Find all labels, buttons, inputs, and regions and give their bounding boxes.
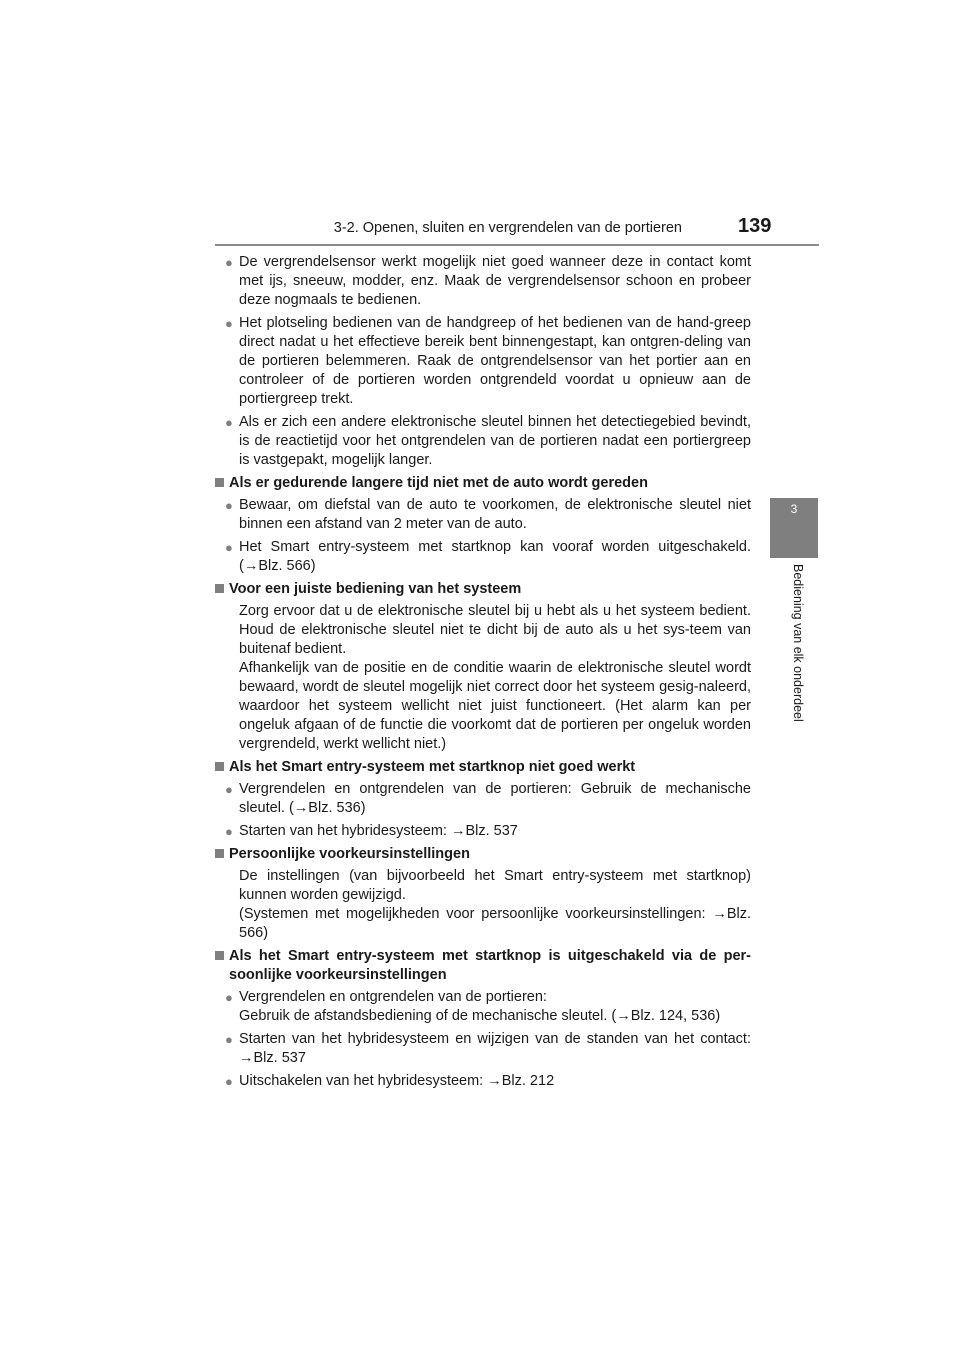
paragraph: Zorg ervoor dat u de elektronische sleutel bij u hebt als u het systeem bedient. Houd de elektronische sleutel niet te dicht bij de auto als u het sys-teem van buitenaf bedient. Afhankelijk van de positie en de conditie waarin de elektronische sleutel wordt bewaard, wordt de sleutel mogelijk niet correct door het systeem gesig-naleerd, waardoor het systeem wellicht niet juist functioneert. (Het alarm kan per ongeluk afgaan of de functie die voorkomt dat de portieren per ongeluk worden vergrendeld, werkt wellicht niet.) <box>239 603 751 752</box>
section-heading: Persoonlijke voorkeursinstellingen <box>215 845 751 864</box>
bullet-icon: ● <box>225 782 233 797</box>
bullet-icon: ● <box>225 255 233 270</box>
list-item: ● Vergrendelen en ontgrendelen van de portieren: Gebruik de afstandsbediening of de mechanische sleutel. (→Blz. 124, 536) <box>225 989 721 1024</box>
bullet-icon: ● <box>225 540 233 555</box>
list-item: ● Bewaar, om diefstal van de auto te voorkomen, de elektronische sleutel niet binnen een afstand van 2 meter van de auto. <box>225 497 751 532</box>
list-item: ● Starten van het hybridesysteem en wijzigen van de standen van het contact: →Blz. 537 <box>225 1031 751 1066</box>
bullet-icon: ● <box>225 990 233 1005</box>
paragraph: De instellingen (van bijvoorbeeld het Smart entry-systeem met startknop) kunnen worden gewijzigd. (Systemen met mogelijkheden voor persoonlijke voorkeursinstellingen: →Blz. 566) <box>239 868 751 941</box>
section-title: 3-2. Openen, sluiten en vergrendelen van de portieren <box>333 220 682 236</box>
list-item: ● Het Smart entry-systeem met startknop kan vooraf worden uitgeschakeld. (→Blz. 566) <box>225 539 751 574</box>
list-item: ● Vergrendelen en ontgrendelen van de portieren: Gebruik de mechanische sleutel. (→Blz. 536) <box>225 781 751 816</box>
square-bullet-icon <box>215 584 224 593</box>
list-item: ● Starten van het hybridesysteem: →Blz. 537 <box>225 823 518 839</box>
list-item: ● Als er zich een andere elektronische sleutel binnen het detectiegebied bevindt, is de reactietijd voor het ontgrendelen van de portieren nadat een portiergreep is vastgepakt, mogelijk langer. <box>225 414 751 468</box>
list-item: ● De vergrendelsensor werkt mogelijk niet goed wanneer deze in contact komt met ijs, sneeuw, modder, enz. Maak de vergrendelsensor schoon en probeer deze nogmaals te bedienen. <box>225 254 751 308</box>
bullet-icon: ● <box>225 316 233 331</box>
bullet-icon: ● <box>225 1032 233 1047</box>
section-heading: Als er gedurende langere tijd niet met de auto wordt gereden <box>215 474 751 493</box>
list-item: ● Uitschakelen van het hybridesysteem: →Blz. 212 <box>225 1073 555 1089</box>
chapter-label: Bediening van elk onderdeel <box>791 564 805 722</box>
bullet-icon: ● <box>225 415 233 430</box>
square-bullet-icon <box>215 849 224 858</box>
square-bullet-icon <box>215 478 224 487</box>
square-bullet-icon <box>215 762 224 771</box>
square-bullet-icon <box>215 951 224 960</box>
bullet-icon: ● <box>225 1074 233 1089</box>
page-number: 139 <box>738 215 772 237</box>
chapter-tab <box>770 498 818 558</box>
chapter-number: 3 <box>790 502 798 516</box>
list-item: ● Het plotseling bedienen van de handgreep of het bedienen van de hand-greep direct nadat u het effectieve bereik bent binnengestapt, kan ontgren-deling van de portieren belemmeren. Raak de ontgrendelsensor van het portier aan en controleer of de portieren worden ontgrendeld voordat u opnieuw aan de portiergreep trekt. <box>225 315 751 407</box>
section-heading: Als het Smart entry-systeem met startknop niet goed werkt <box>215 758 751 777</box>
section-heading: Voor een juiste bediening van het systeem <box>215 580 751 599</box>
bullet-icon: ● <box>225 824 233 839</box>
section-heading: Als het Smart entry-systeem met startknop is uitgeschakeld via de per-soonlijke voorkeursinstellingen <box>215 947 751 985</box>
page-content <box>215 253 751 1095</box>
bullet-icon: ● <box>225 498 233 513</box>
header-divider <box>215 244 819 246</box>
